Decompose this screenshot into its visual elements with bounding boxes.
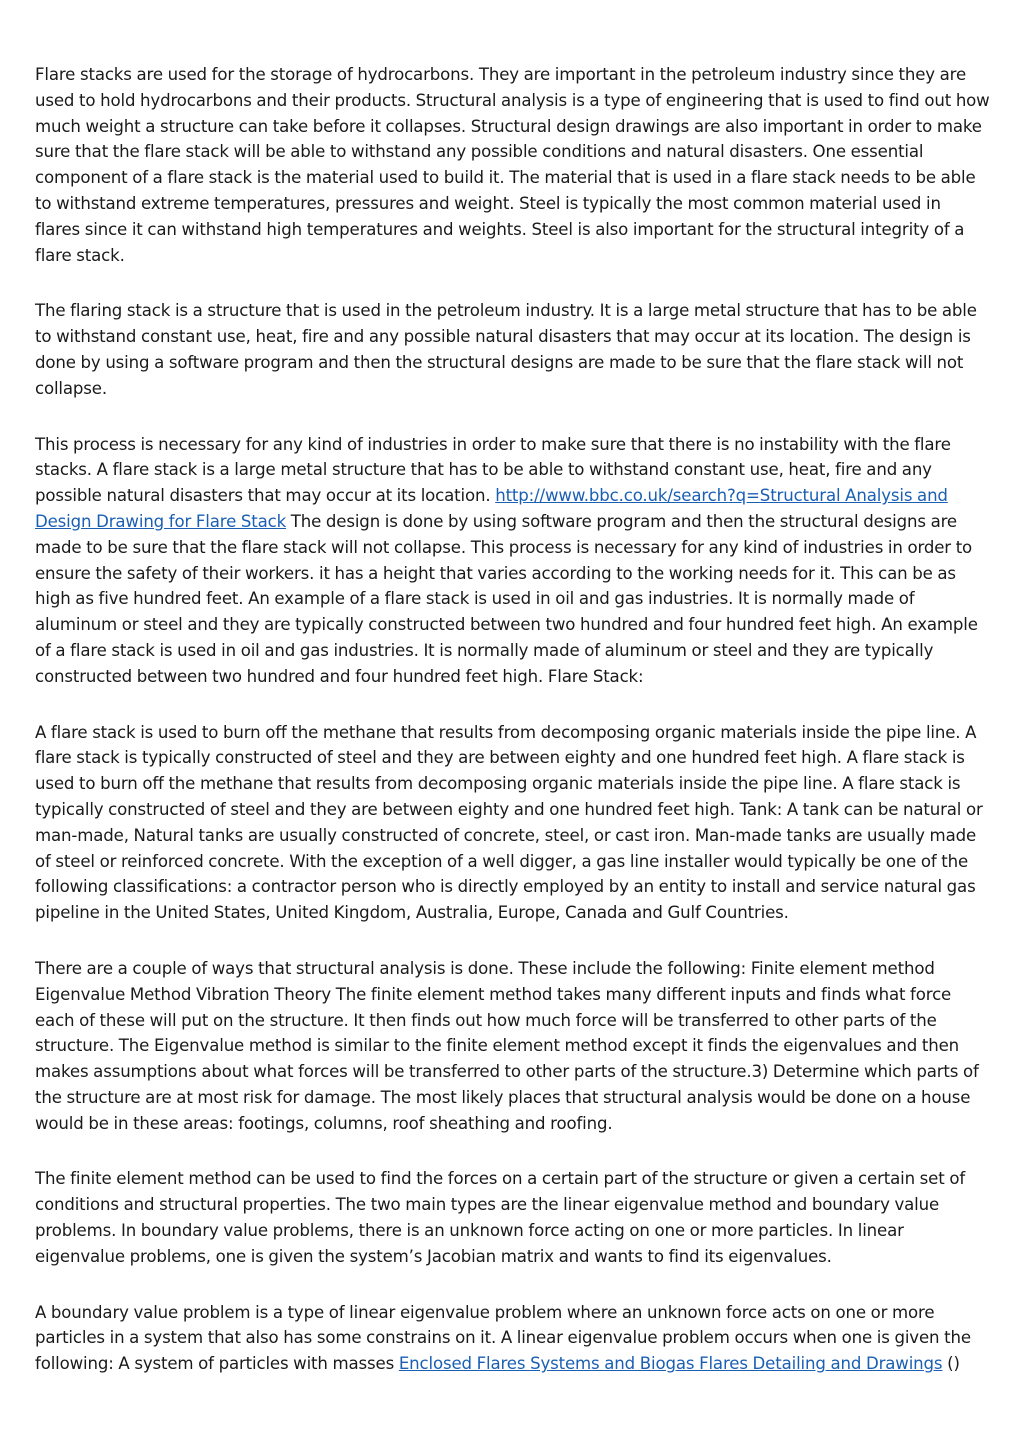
paragraph-boundary-value <box>35 1300 990 1377</box>
paragraph-structural-analysis-methods: There are a couple of ways that structural analysis is done. These include the following: Finite element method Eigenvalue Method Vibration Theory The finite element method takes many different inputs and finds what force each of these will put on the structure. It then finds out how much force will be transferred to other parts of the structure. The Eigenvalue method is similar to the finite element method except it finds the eigenvalues and then makes assumptions about what forces will be transferred to other parts of the structure.3) Determine which parts of the structure are at most risk for damage. The most likely places that structural analysis would be done on a house would be in these areas: footings, columns, roof sheathing and roofing. <box>35 958 979 1133</box>
paragraph-text-segment: () <box>942 1354 960 1374</box>
enclosed-flares-link[interactable]: Enclosed Flares Systems and Biogas Flares Detailing and Drawings <box>398 1354 943 1374</box>
paragraph-text-segment: This process is necessary for any kind of industries in order to make sure that there is no instability with the flare stacks. A flare stack is a large metal structure that has to be able to withstand constant use, heat, fire and any possible natural disasters that may occur at its location. <box>35 434 951 506</box>
document-body <box>35 62 990 1407</box>
paragraph-process-necessary <box>35 432 990 690</box>
paragraph-text-segment: A boundary value problem is a type of linear eigenvalue problem where an unknown force acts on one or more particles in a system that also has some constrains on it. A linear eigenvalue problem occurs when one is given the following: A system of particles with masses <box>35 1302 971 1374</box>
paragraph-text-segment: The design is done by using software program and then the structural designs are made to be sure that the flare stack will not collapse. This process is necessary for any kind of industries in order to ensure the safety of their workers. it has a height that varies according to the working needs for it. This can be as high as five hundred feet. An example of a flare stack is used in oil and gas industries. It is normally made of aluminum or steel and they are typically constructed between two hundred and four hundred feet high. An example of a flare stack is used in oil and gas industries. It is normally made of aluminum or steel and they are typically constructed between two hundred and four hundred feet high. Flare Stack: <box>35 511 978 686</box>
paragraph-finite-element: The finite element method can be used to find the forces on a certain part of the structure or given a certain set of conditions and structural properties. The two main types are the linear eigenvalue method and boundary value problems. In boundary value problems, there is an unknown force acting on one or more particles. In linear eigenvalue problems, one is given the system’s Jacobian matrix and wants to find its eigenvalues. <box>35 1169 966 1266</box>
paragraph-flare-stacks-intro: Flare stacks are used for the storage of hydrocarbons. They are important in the petroleum industry since they are used to hold hydrocarbons and their products. Structural analysis is a type of engineering that is used to find out how much weight a structure can take before it collapses. Structural design drawings are also important in order to make sure that the flare stack will be able to withstand any possible conditions and natural disasters. One essential component of a flare stack is the material used to build it. The material that is used in a flare stack needs to be able to withstand extreme temperatures, pressures and weight. Steel is typically the most common material used in flares since it can withstand high temperatures and weights. Steel is also important for the structural integrity of a flare stack. <box>35 65 990 265</box>
paragraph-methane-burn-off: A flare stack is used to burn off the methane that results from decomposing organic materials inside the pipe line. A flare stack is typically constructed of steel and they are between eighty and one hundred feet high. A flare stack is used to burn off the methane that results from decomposing organic materials inside the pipe line. A flare stack is typically constructed of steel and they are between eighty and one hundred feet high. Tank: A tank can be natural or man-made, Natural tanks are usually constructed of concrete, steel, or cast iron. Man-made tanks are usually made of steel or reinforced concrete. With the exception of a well digger, a gas line installer would typically be one of the following classifications: a contractor person who is directly employed by an entity to install and service natural gas pipeline in the United States, United Kingdom, Australia, Europe, Canada and Gulf Countries. <box>35 722 983 923</box>
paragraph-flaring-stack: The flaring stack is a structure that is used in the petroleum industry. It is a large metal structure that has to be able to withstand constant use, heat, fire and any possible natural disasters that may occur at its location. The design is done by using a software program and then the structural designs are made to be sure that the flare stack will not collapse. <box>35 301 977 398</box>
bbc-search-link[interactable]: http://www.bbc.co.uk/search?q=Structural Analysis and Design Drawing for Flare Stack <box>35 486 948 531</box>
